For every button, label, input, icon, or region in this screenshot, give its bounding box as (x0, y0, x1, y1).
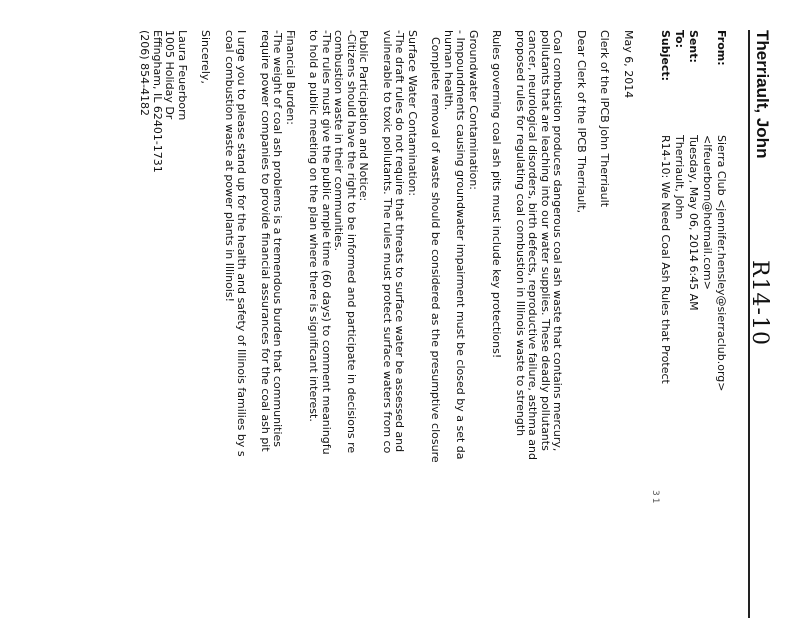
header-value: R14-10: We Need Coal Ash Rules that Protect (659, 135, 672, 384)
paragraph-key-protections: Rules governing coal ash pits must include key protections! (490, 30, 504, 359)
header-to (672, 30, 686, 392)
closing-appeal: I urge you to please stand up for the health and safety of Illinois families by s coal combustion waste at power plants in Illinois! (223, 30, 249, 457)
header-sent (686, 30, 700, 392)
page-mark: 31 (650, 490, 660, 506)
signature-block: Laura Feuerborn 1005 Holiday Dr Effingham, IL 62401-1731 (206) 854-4182 (138, 30, 189, 173)
paragraph-intro: Coal combustion produces dangerous coal ash waste that contains mercury, pollutants that are leaching into our water supplies. These deadly pollutants cancer, neurological disorders, birth defects, reproductive failure, asthma and proposed rules for regulating coal combustion in Illinois waste to strength (514, 30, 565, 460)
header-label: Subject: (659, 30, 672, 82)
header-label: To: (673, 30, 686, 48)
letter-salutation: Dear Clerk of the IPCB Therriault, (575, 30, 588, 214)
header-label: Sent: (687, 30, 700, 63)
section-financial: Financial Burden: -The weight of coal ash problems is a tremendous burden that communities require power companies to provide financial assurances for the coal ash pit (259, 30, 297, 452)
header-value: Therriault, John (673, 135, 686, 220)
section-public-participation: Public Participation and Notice: -Citizens should have the right to be informed and participate in decisions re combustion waste in their communities. -The rules must give the public ample time (60 days) to comment meaningfu to hold a public meeting on the plan where there is significant interest. (307, 30, 371, 455)
section-groundwater: Groundwater Contamination: - Impoundments causing groundwater impairment must be closed by a set da human health. Complete removal of waste should be considered as the presumptive closure (429, 30, 480, 463)
header-from (700, 30, 728, 392)
letter-date: May 6, 2014 (622, 30, 635, 99)
header-value: Sierra Club <jennifer.hensley@sierraclub.org> <lfeuerborn@hotmail.com> (701, 135, 728, 392)
letter-addressee: Clerk of the IPCB John Therriault (598, 30, 612, 208)
email-header (658, 30, 728, 392)
signoff: Sincerely, (199, 30, 213, 84)
header-subject (658, 30, 672, 392)
section-surface-water: Surface Water Contamination: -The draft rules do not require that threats to surface water be assessed and vulnerable to toxic pollutants. The rules must protect surface waters from co (381, 30, 419, 454)
header-value: Tuesday, May 06, 2014 6:45 AM (687, 135, 700, 311)
letter-body (127, 30, 634, 618)
sender-heading: Therriault, John (748, 30, 772, 618)
document-number: R14-10 (747, 260, 772, 346)
header-label: From: (715, 30, 728, 66)
